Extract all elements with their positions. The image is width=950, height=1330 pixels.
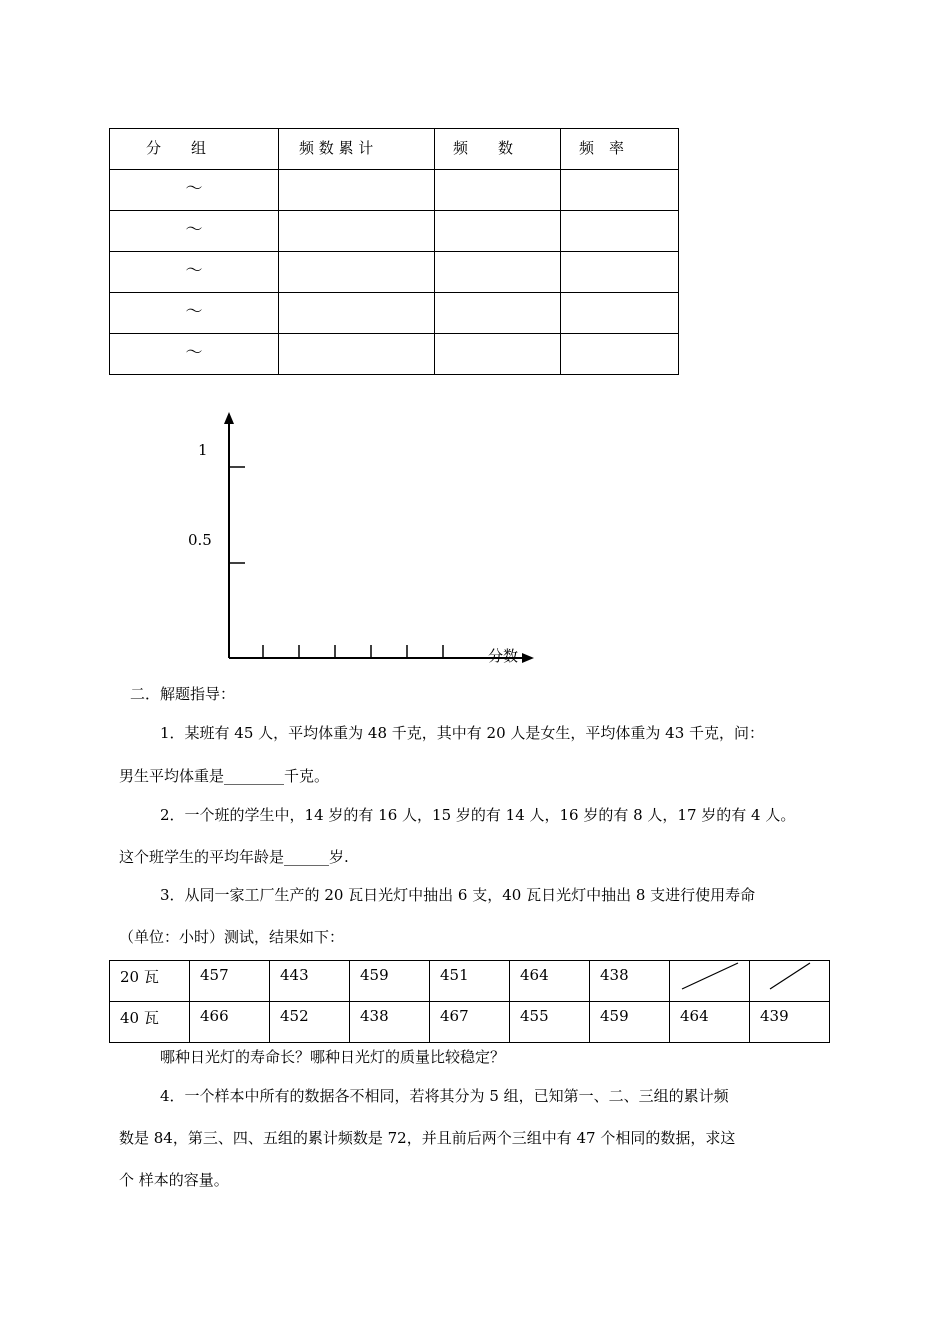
question-1-line-1: 1．某班有 45 人，平均体重为 48 千克，其中有 20 人是女生，平均体重为 43 千克，问： <box>160 724 765 742</box>
lifetime-value: 443 <box>280 966 309 984</box>
lifetime-value: 439 <box>760 1007 789 1025</box>
question-2-line-2: 这个班学生的平均年龄是______岁. <box>119 848 349 866</box>
row-label-40w: 40 瓦 <box>120 1009 159 1027</box>
y-tick-label-0.5: 0.5 <box>188 531 212 549</box>
lifetime-value: 464 <box>520 966 549 984</box>
lifetime-value: 464 <box>680 1007 709 1025</box>
x-axis-label: 分数 <box>488 647 519 665</box>
group-range: ～ <box>185 302 203 322</box>
header-frequency: 频 数 <box>453 139 514 157</box>
lifetime-value: 438 <box>360 1007 389 1025</box>
empty-cell-slash <box>670 961 750 1002</box>
group-range: ～ <box>185 179 203 199</box>
question-1-line-2: 男生平均体重是________千克。 <box>119 767 330 785</box>
table-row-20w <box>110 961 830 1002</box>
section-heading: 二．解题指导： <box>130 685 236 703</box>
question-4-line-1: 4．一个样本中所有的数据各不相同，若将其分为 5 组，已知第一、二、三组的累计频 <box>160 1087 729 1105</box>
lifetime-value: 459 <box>360 966 389 984</box>
header-rate: 频 率 <box>579 139 625 157</box>
y-tick-label-1: 1 <box>198 441 208 459</box>
lifetime-value: 459 <box>600 1007 629 1025</box>
lifetime-value: 466 <box>200 1007 229 1025</box>
lifetime-value: 455 <box>520 1007 549 1025</box>
y-axis-arrow-icon <box>224 412 234 424</box>
lifetime-table <box>109 960 830 1043</box>
row-label-20w: 20 瓦 <box>120 968 159 986</box>
lifetime-value: 438 <box>600 966 629 984</box>
lifetime-value: 457 <box>200 966 229 984</box>
header-group: 分 组 <box>146 139 207 157</box>
question-4-line-2: 数是 84，第三、四、五组的累计频数是 72，并且前后两个三组中有 47 个相同的数据，求这 <box>119 1129 736 1147</box>
table-row-40w <box>110 1002 830 1043</box>
empty-cell-slash <box>750 961 830 1002</box>
question-3-line-1: 3．从同一家工厂生产的 20 瓦日光灯中抽出 6 支，40 瓦日光灯中抽出 8 支进行使用寿命 <box>160 886 756 904</box>
group-range: ～ <box>185 220 203 240</box>
slash-icon <box>670 961 749 1001</box>
question-4-line-3: 个 样本的容量。 <box>119 1171 229 1189</box>
x-axis-arrow-icon <box>522 653 534 663</box>
question-3-prompt: 哪种日光灯的寿命长？哪种日光灯的质量比较稳定？ <box>160 1048 506 1066</box>
group-range: ～ <box>185 343 203 363</box>
lifetime-value: 452 <box>280 1007 309 1025</box>
lifetime-value: 451 <box>440 966 469 984</box>
question-2-line-1: 2．一个班的学生中，14 岁的有 16 人，15 岁的有 14 人，16 岁的有 8 人，17 岁的有 4 人。 <box>160 806 796 824</box>
question-3-line-2: （单位：小时）测试，结果如下： <box>119 928 345 946</box>
group-range: ～ <box>185 261 203 281</box>
header-cumulative: 频 数 累 计 <box>299 139 374 157</box>
slash-icon <box>750 961 829 1001</box>
lifetime-value: 467 <box>440 1007 469 1025</box>
